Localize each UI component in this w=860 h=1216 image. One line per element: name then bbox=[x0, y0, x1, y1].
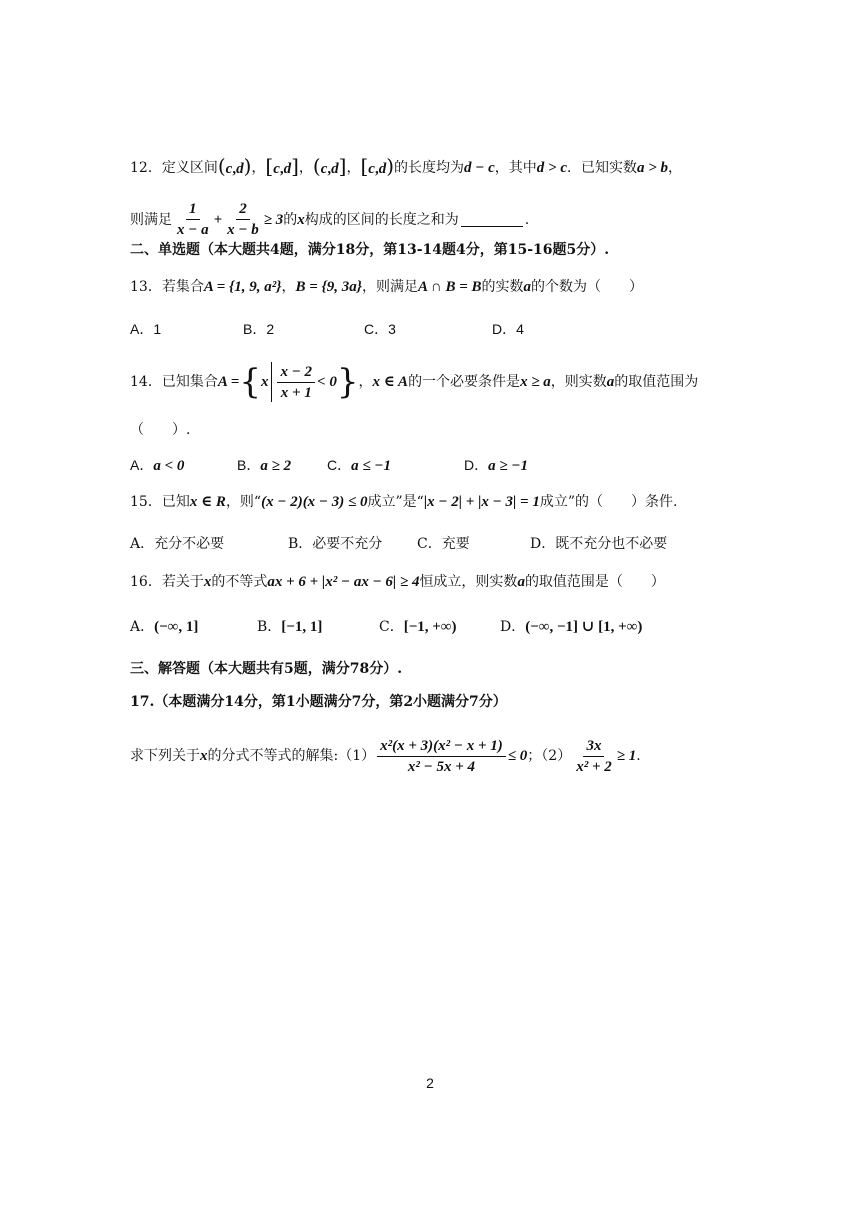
text: 构成的区间的长度之和为 bbox=[304, 211, 459, 228]
math-expr: ≥ 1 bbox=[616, 748, 637, 764]
option-d[interactable]: D．既不充分也不必要 bbox=[530, 536, 668, 552]
option-c[interactable]: C．充要 bbox=[417, 536, 470, 552]
question-header: 17.（本题满分14分，第1小题满分7分，第2小题满分7分） bbox=[130, 694, 507, 710]
math-expr: ≥ 3 bbox=[263, 211, 284, 228]
section-title: 二、单选题（本大题共4题，满分18分，第13-14题4分，第15-16题5分）. bbox=[130, 242, 610, 258]
math-expr: a < 0 bbox=[153, 458, 185, 474]
option-label: A． bbox=[130, 619, 155, 635]
option-label: A． bbox=[130, 457, 154, 473]
comma: ， bbox=[346, 159, 361, 176]
math-expr: [−1, +∞) bbox=[403, 619, 457, 635]
math-expr: a ≥ −1 bbox=[488, 458, 528, 474]
answer-blank bbox=[461, 212, 523, 227]
q15-options bbox=[130, 534, 800, 554]
option-label: D． bbox=[500, 619, 526, 635]
option-d[interactable] bbox=[464, 455, 528, 476]
math-expr: x ∈ A bbox=[372, 374, 409, 390]
numerator: 3x bbox=[583, 737, 604, 757]
fraction bbox=[277, 363, 315, 402]
fraction bbox=[377, 737, 506, 776]
option-label: B． bbox=[237, 457, 261, 473]
text: 求下列关于 bbox=[130, 748, 200, 764]
q17-stem bbox=[130, 734, 800, 778]
q17-header bbox=[130, 692, 800, 712]
text: 成立”的（ ）条件. bbox=[539, 494, 678, 510]
right-brace: } bbox=[336, 362, 359, 402]
interval-closed: [c,d] bbox=[265, 154, 299, 178]
math-expr: A ∩ B = B bbox=[418, 279, 482, 295]
text: 已知集合 bbox=[161, 374, 218, 390]
fraction bbox=[224, 200, 262, 239]
text: 的实数 bbox=[481, 279, 524, 295]
math-expr: a ≥ 2 bbox=[260, 458, 292, 474]
option-d[interactable] bbox=[500, 617, 642, 637]
denominator: x² − 5x + 4 bbox=[407, 758, 476, 775]
math-expr: B = {9, 3a} bbox=[295, 279, 362, 295]
text: 成立”是“ bbox=[367, 494, 424, 510]
text: 若集合 bbox=[161, 279, 204, 295]
math-expr: ≤ 0 bbox=[507, 748, 528, 764]
question-number: 13． bbox=[130, 279, 162, 295]
option-b[interactable] bbox=[237, 455, 327, 476]
text: 的取值范围为 bbox=[614, 374, 699, 390]
math-expr: A = bbox=[217, 374, 240, 390]
math-expr: A = {1, 9, a²} bbox=[203, 279, 282, 295]
set-bar bbox=[271, 362, 272, 402]
option-c[interactable] bbox=[379, 617, 500, 637]
math-expr: (−∞, 1] bbox=[154, 619, 199, 635]
option-a[interactable] bbox=[130, 617, 257, 637]
math-var: x bbox=[203, 574, 212, 590]
math-var: x bbox=[297, 211, 305, 228]
comma: ， bbox=[251, 159, 266, 176]
text: ，其中 bbox=[494, 159, 537, 176]
denominator: x² + 2 bbox=[576, 758, 612, 775]
math-expr: a ≤ −1 bbox=[351, 458, 391, 474]
text: 恒成立，则实数 bbox=[419, 574, 518, 590]
option-c[interactable] bbox=[327, 455, 464, 476]
q13-stem bbox=[130, 277, 800, 297]
q12-line-1 bbox=[130, 156, 800, 179]
math-var: x bbox=[260, 374, 269, 390]
math-expr: x ∈ R bbox=[189, 494, 226, 510]
text: ．已知实数 bbox=[566, 159, 637, 176]
math-var: a bbox=[606, 374, 615, 390]
text: ，则满足 bbox=[362, 279, 418, 295]
denominator: x − a bbox=[177, 222, 209, 238]
q12-line-2 bbox=[130, 200, 800, 239]
text: 的 bbox=[283, 211, 298, 228]
question-number: 15． bbox=[130, 494, 162, 510]
option-a[interactable]: A．充分不必要 bbox=[130, 536, 225, 552]
q15-stem bbox=[130, 492, 800, 512]
q14-stem bbox=[130, 362, 800, 402]
option-b[interactable]: B．必要不充分 bbox=[288, 536, 383, 552]
text: ， bbox=[668, 159, 683, 176]
math-var: a bbox=[517, 574, 525, 590]
math-expr: ax + 6 + |x² − ax − 6| ≥ 4 bbox=[267, 574, 420, 590]
option-b[interactable]: B．2 bbox=[243, 321, 275, 337]
numerator: x²(x + 3)(x² − x + 1) bbox=[377, 737, 506, 757]
interval-left-open: (c,d] bbox=[312, 154, 347, 178]
q13-options bbox=[130, 319, 800, 339]
text: . bbox=[636, 748, 641, 764]
interval-right-open: [c,d) bbox=[360, 154, 395, 178]
text: 已知 bbox=[161, 494, 190, 510]
option-c[interactable]: C．3 bbox=[364, 321, 396, 337]
comma: ， bbox=[281, 279, 296, 295]
question-number: 12． bbox=[130, 159, 162, 176]
text: 的一个必要条件是 bbox=[408, 374, 521, 390]
math-var: x bbox=[200, 748, 208, 764]
q16-stem bbox=[130, 572, 800, 592]
option-label: B． bbox=[257, 619, 282, 635]
math-expr: + bbox=[213, 211, 223, 228]
section-title: 三、解答题（本大题共有5题，满分78分）. bbox=[130, 661, 403, 677]
math-expr: (−∞, −1] ∪ [1, +∞) bbox=[525, 619, 643, 635]
denominator: x + 1 bbox=[280, 384, 312, 401]
question-number: 14． bbox=[130, 374, 162, 390]
text: ；（2） bbox=[527, 748, 572, 764]
question-number: 16． bbox=[130, 574, 162, 590]
math-expr: d − c bbox=[464, 159, 495, 176]
text: 的分式不等式的解集:（1） bbox=[207, 748, 376, 764]
section-heading bbox=[130, 659, 800, 679]
text: 定义区间 bbox=[161, 159, 218, 176]
numerator: 1 bbox=[186, 200, 200, 220]
math-expr: < 0 bbox=[317, 374, 337, 390]
option-a[interactable] bbox=[130, 455, 237, 476]
text: . bbox=[524, 211, 530, 228]
text: 的取值范围是（ ） bbox=[524, 574, 665, 590]
math-expr: |x − 2| + |x − 3| = 1 bbox=[423, 494, 540, 510]
interval-open: (c,d) bbox=[217, 154, 252, 178]
math-expr: [−1, 1] bbox=[281, 619, 323, 635]
comma: ， bbox=[298, 159, 313, 176]
option-label: C． bbox=[327, 457, 352, 473]
q16-options bbox=[130, 617, 800, 637]
text: 则满足 bbox=[130, 211, 172, 228]
math-expr: x ≥ a bbox=[520, 374, 551, 390]
option-d[interactable]: D．4 bbox=[492, 321, 524, 337]
option-a[interactable]: A．1 bbox=[130, 321, 162, 337]
option-label: C． bbox=[379, 619, 404, 635]
fraction bbox=[174, 200, 212, 239]
text: 若关于 bbox=[161, 574, 204, 590]
math-expr: d > c bbox=[536, 159, 567, 176]
comma: ， bbox=[358, 374, 373, 390]
section-heading bbox=[130, 240, 800, 260]
text: 的长度均为 bbox=[394, 159, 465, 176]
math-var: a bbox=[523, 279, 532, 295]
text: ，则“ bbox=[225, 494, 262, 510]
option-b[interactable] bbox=[257, 617, 379, 637]
numerator: x − 2 bbox=[277, 363, 315, 383]
option-label: D． bbox=[464, 457, 489, 473]
text: 的个数为（ ） bbox=[531, 279, 644, 295]
q14-paren bbox=[130, 420, 800, 440]
numerator: 2 bbox=[236, 200, 250, 220]
text: 的不等式 bbox=[211, 574, 268, 590]
denominator: x − b bbox=[227, 222, 259, 238]
text: ，则实数 bbox=[550, 374, 607, 390]
math-expr: a > b bbox=[636, 159, 669, 176]
fraction bbox=[573, 737, 615, 776]
page-number: 2 bbox=[426, 1075, 434, 1091]
math-expr: (x − 2)(x − 3) ≤ 0 bbox=[261, 494, 368, 510]
q14-options bbox=[130, 455, 800, 476]
answer-paren: （ ）. bbox=[130, 422, 191, 438]
left-brace: { bbox=[239, 362, 261, 402]
